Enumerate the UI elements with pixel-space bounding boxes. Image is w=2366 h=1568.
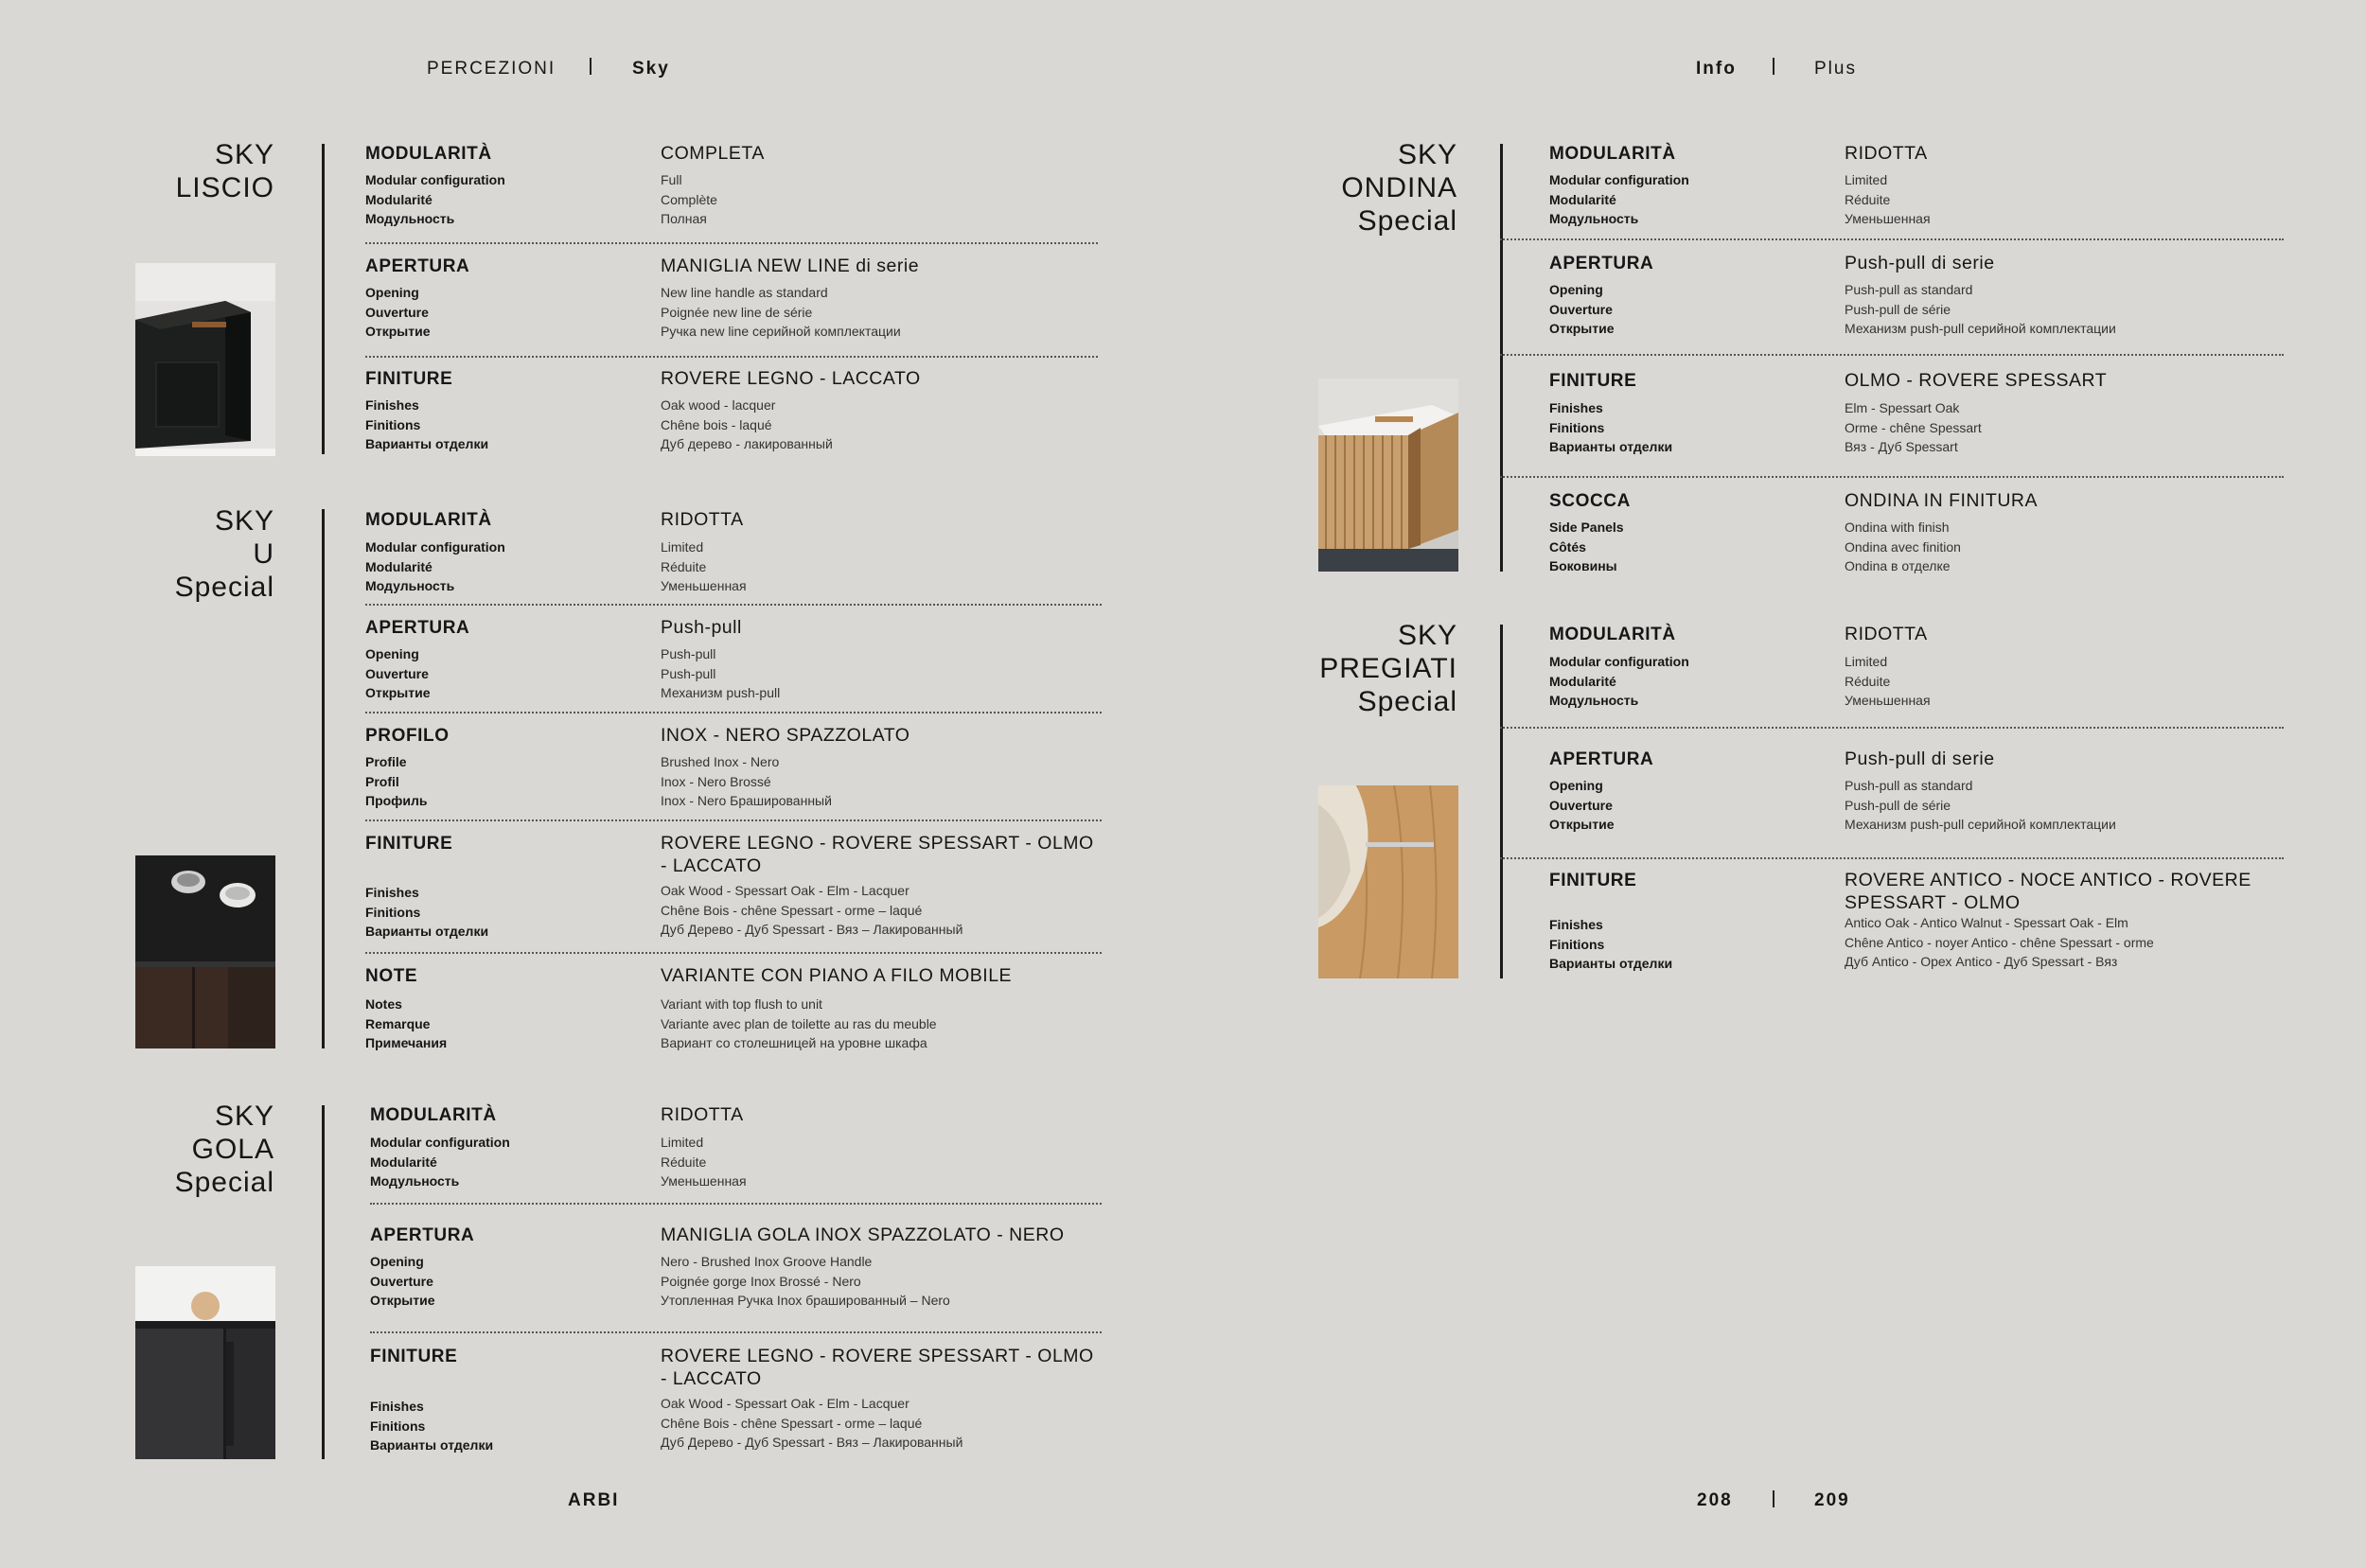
header-current-left[interactable]: Sky <box>632 59 670 79</box>
product-rule <box>322 1105 325 1459</box>
section-divider <box>1500 476 2284 478</box>
product-photo <box>135 1266 275 1459</box>
spec-section: PROFILO INOX - NERO SPAZZOLATO Profile Profil Профиль Brushed Inox - Nero Inox - Nero Brossé Inox - Nero Брашированный <box>365 725 910 808</box>
product-rule <box>1500 144 1503 572</box>
product-rule <box>1500 625 1503 978</box>
spec-section: APERTURA Push-pull Opening Ouverture Открытие Push-pull Push-pull Механизм push-pull <box>365 617 781 700</box>
section-divider <box>370 1331 1102 1333</box>
product-title: SKY PREGIATI Special <box>1319 620 1457 717</box>
product-rule <box>322 509 325 1048</box>
section-divider <box>1500 238 2284 240</box>
section-divider <box>365 356 1098 358</box>
spec-section: FINITURE ROVERE ANTICO - NOCE ANTICO - ROVERE SPESSART - OLMO Finishes Finitions Варианты отделки Antico Oak - Antico Walnut - Spessart Oak - Elm Chêne Antico - noyer Antico - chêne Spessart - orme Дуб Antico - Орех Antico - Дуб Spessart - Вяз <box>1549 870 2251 971</box>
footer-divider <box>1773 1490 1774 1507</box>
spec-section: APERTURA Push-pull di serie Opening Ouverture Открытие Push-pull as standard Push-pull de série Механизм push-pull серийной комплектации <box>1549 253 2116 336</box>
section-divider <box>370 1203 1102 1205</box>
spec-section: NOTE VARIANTE CON PIANO A FILO MOBILE Notes Remarque Примечания Variant with top flush to unit Variante avec plan de toilette au ras du meuble Вариант со столешницей на уровне шкафа <box>365 965 1013 1050</box>
spec-section: FINITURE OLMO - ROVERE SPESSART Finishes Finitions Варианты отделки Elm - Spessart Oak Orme - chêne Spessart Вяз - Дуб Spessart <box>1549 370 2108 454</box>
header-section-right[interactable]: Plus <box>1814 59 1857 79</box>
section-divider <box>365 819 1102 821</box>
spec-section: APERTURA MANIGLIA NEW LINE di serie Opening Ouverture Открытие New line handle as standard Poignée new line de série Ручка new line серийной комплектации <box>365 255 920 339</box>
section-divider <box>365 242 1098 244</box>
spec-section: MODULARITÀ RIDOTTA Modular configuration Modularité Модульность Limited Réduite Уменьшенная <box>365 509 747 593</box>
header-divider-right <box>1773 58 1774 75</box>
spec-section: MODULARITÀ RIDOTTA Modular configuration Modularité Модульность Limited Réduite Уменьшенная <box>370 1104 747 1189</box>
page-number-left: 208 <box>1697 1490 1733 1510</box>
product-photo <box>1318 379 1458 572</box>
section-divider <box>1500 857 2284 859</box>
product-title: SKY ONDINA Special <box>1341 139 1457 237</box>
product-title: SKY U Special <box>174 505 274 603</box>
spec-section: MODULARITÀ RIDOTTA Modular configuration Modularité Модульность Limited Réduite Уменьшенная <box>1549 624 1931 708</box>
section-divider <box>365 712 1102 714</box>
footer-brand: ARBI <box>568 1490 620 1510</box>
spec-section: FINITURE ROVERE LEGNO - ROVERE SPESSART - OLMO - LACCATO Finishes Finitions Варианты отделки Oak Wood - Spessart Oak - Elm - Lacquer Chêne Bois - chêne Spessart - orme – laqué Дуб Дерево - Дуб Spessart - Вяз – Лакированный <box>365 833 1094 939</box>
section-divider <box>1500 354 2284 356</box>
product-title: SKY GOLA Special <box>174 1101 274 1198</box>
page-number-right: 209 <box>1814 1490 1850 1510</box>
section-divider <box>365 604 1102 606</box>
product-rule <box>322 144 325 454</box>
product-photo <box>135 263 275 456</box>
spec-section: FINITURE ROVERE LEGNO - LACCATO Finishes Finitions Варианты отделки Oak wood - lacquer Chêne bois - laqué Дуб дерево - лакированный <box>365 368 921 451</box>
spec-section: MODULARITÀ RIDOTTA Modular configuration Modularité Модульность Limited Réduite Уменьшенная <box>1549 143 1931 226</box>
product-photo <box>135 855 275 1048</box>
spec-section: MODULARITÀ COMPLETA Modular configuration Modularité Модульность Full Complète Полная <box>365 143 765 226</box>
product-title: SKY LISCIO <box>175 139 274 203</box>
spec-section: FINITURE ROVERE LEGNO - ROVERE SPESSART - OLMO - LACCATO Finishes Finitions Варианты отделки Oak Wood - Spessart Oak - Elm - Lacquer Chêne Bois - chêne Spessart - orme – laqué Дуб Дерево - Дуб Spessart - Вяз – Лакированный <box>370 1346 1094 1453</box>
spec-section: APERTURA Push-pull di serie Opening Ouverture Открытие Push-pull as standard Push-pull de série Механизм push-pull серийной комплектации <box>1549 749 2116 832</box>
header-current-right[interactable]: Info <box>1696 59 1737 79</box>
product-photo <box>1318 785 1458 978</box>
section-divider <box>1500 727 2284 729</box>
header-section-left[interactable]: PERCEZIONI <box>427 59 556 79</box>
spec-section: APERTURA MANIGLIA GOLA INOX SPAZZOLATO - NERO Opening Ouverture Открытие Nero - Brushed Inox Groove Handle Poignée gorge Inox Brossé - Nero Утопленная Ручка Inox брашированный – Nero <box>370 1224 1065 1308</box>
header-divider-left <box>590 58 592 75</box>
section-divider <box>365 952 1102 954</box>
spec-section: SCOCCA ONDINA IN FINITURA Side Panels Côtés Боковины Ondina with finish Ondina avec finition Ondina в отделке <box>1549 490 2039 573</box>
